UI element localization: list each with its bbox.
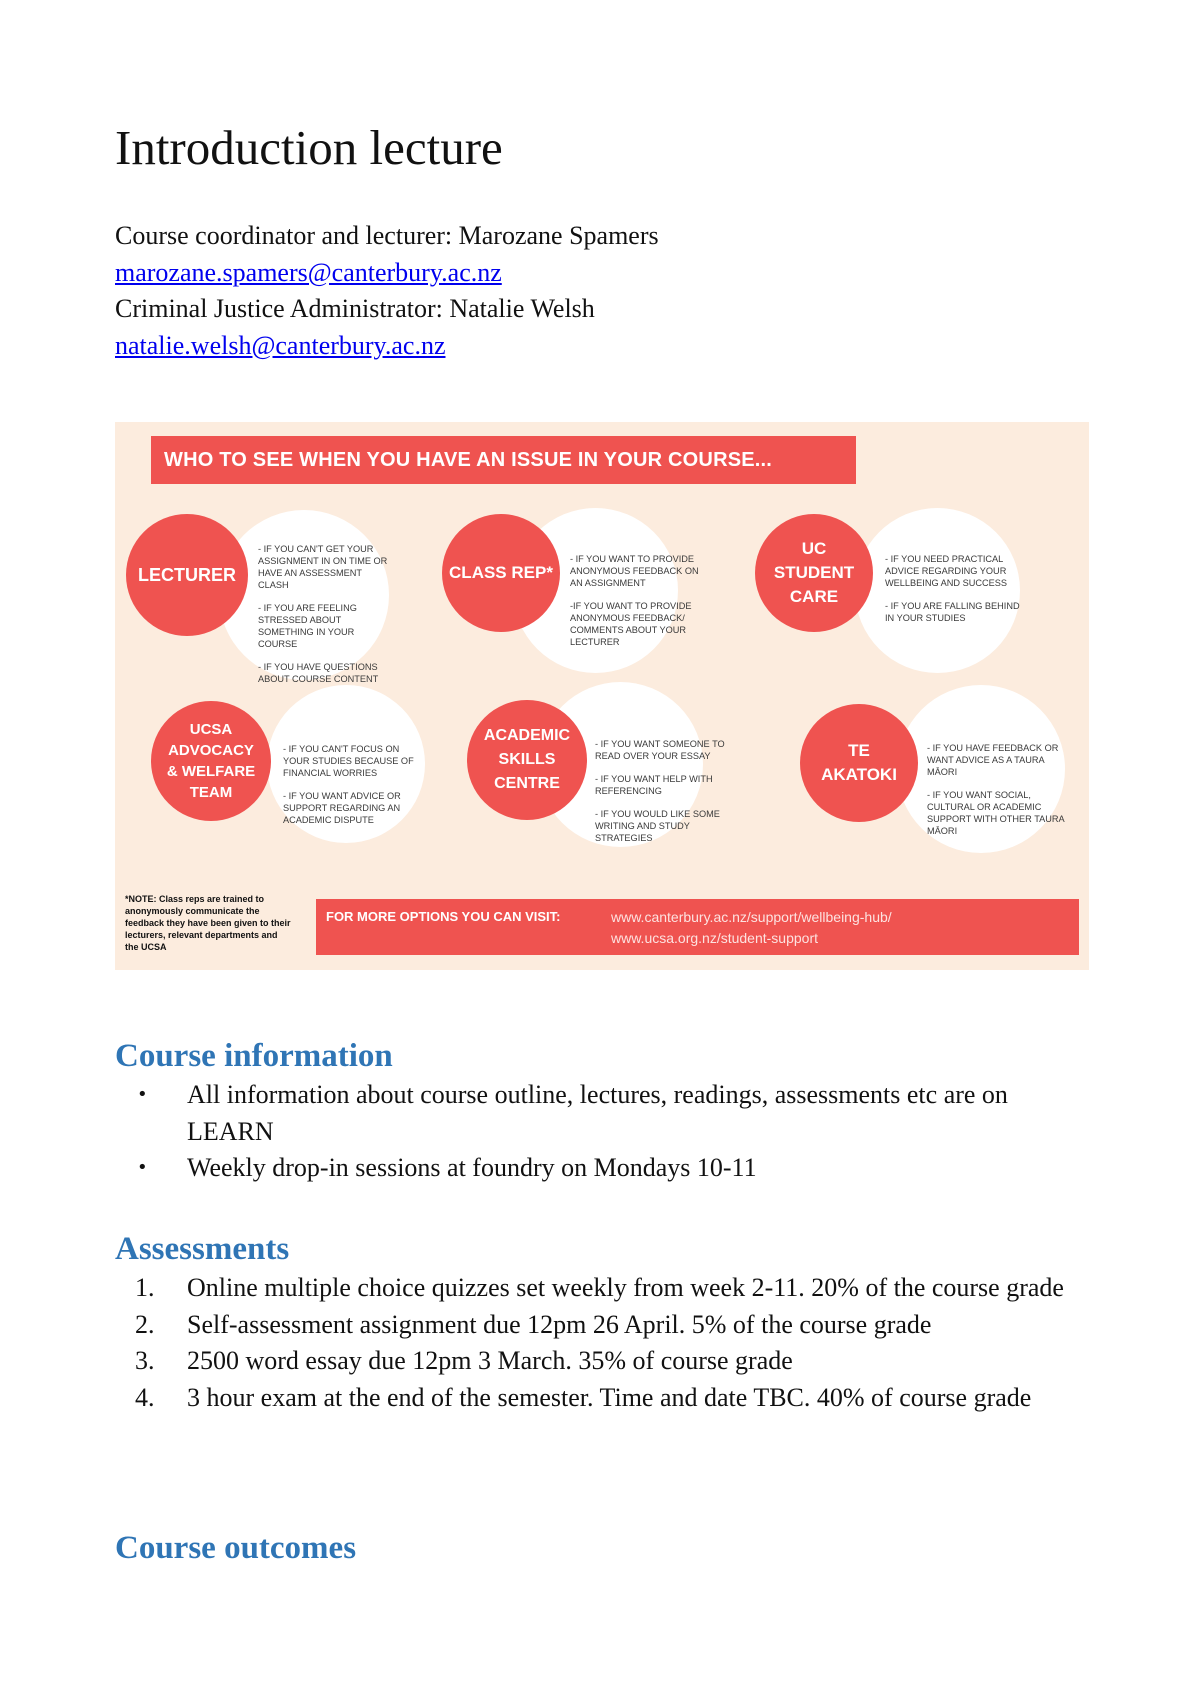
ucsa-item: - IF YOU CAN'T FOCUS ON YOUR STUDIES BECAUSE OF FINANCIAL WORRIES (283, 744, 414, 778)
bullet-marker: • (137, 1084, 148, 1105)
support-infographic (115, 422, 1089, 970)
contact-block (115, 218, 659, 364)
course-information-heading: Course information (115, 1038, 393, 1074)
list-item-text: All information about course outline, lectures, readings, assessments etc are on LEARN (187, 1080, 1008, 1146)
assessments-heading: Assessments (115, 1231, 290, 1267)
lecturer-description (258, 543, 393, 696)
uc-item: - IF YOU ARE FALLING BEHIND IN YOUR STUDIES (885, 601, 1020, 623)
ucsa-label-line: & WELFARE (166, 763, 256, 780)
list-item (115, 1077, 1095, 1150)
te-item: - IF YOU HAVE FEEDBACK OR WANT ADVICE AS A TAURA MĀORI (927, 743, 1059, 777)
coordinator-email-link[interactable]: marozane.spamers@canterbury.ac.nz (115, 257, 502, 287)
uc-label-line: CARE (789, 587, 839, 606)
list-item (115, 1270, 1095, 1307)
te-akatoki-description (927, 742, 1067, 848)
ucsa-label-line: UCSA (189, 721, 233, 738)
list-item (115, 1380, 1095, 1417)
infographic-banner: WHO TO SEE WHEN YOU HAVE AN ISSUE IN YOUR COURSE... (151, 436, 856, 484)
academic-skills-circle (467, 700, 587, 820)
uc-student-care-circle (755, 514, 873, 632)
lecturer-circle (126, 514, 248, 636)
academic-item: - IF YOU WANT SOMEONE TO READ OVER YOUR ESSAY (595, 739, 725, 761)
academic-label-line: CENTRE (494, 775, 560, 792)
more-options-label: FOR MORE OPTIONS YOU CAN VISIT: (326, 909, 561, 924)
list-item (115, 1150, 1095, 1187)
academic-label-line: ACADEMIC (483, 727, 571, 744)
uc-item: - IF YOU NEED PRACTICAL ADVICE REGARDING YOUR WELLBEING AND SUCCESS (885, 554, 1008, 588)
class-rep-note: *NOTE: Class reps are trained to anonymously communicate the feedback they have been given to their lecturers, relevant departments and the UCSA (125, 894, 291, 952)
coordinator-line: Course coordinator and lecturer: Marozane Spamers (115, 221, 659, 250)
ucsa-support-url: www.ucsa.org.nz/student-support (611, 930, 818, 946)
classrep-circle (442, 514, 560, 632)
course-information-list (115, 1077, 1095, 1187)
course-outcomes-heading: Course outcomes (115, 1530, 357, 1566)
more-options-banner (316, 899, 1079, 955)
classrep-item: -IF YOU WANT TO PROVIDE ANONYMOUS FEEDBACK/ COMMENTS ABOUT YOUR LECTURER (570, 601, 692, 647)
ucsa-label-line: TEAM (189, 784, 233, 801)
academic-skills-description (595, 738, 730, 855)
uc-label-line: UC (801, 539, 827, 558)
list-item-text: Self-assessment assignment due 12pm 26 April. 5% of the course grade (187, 1309, 932, 1339)
academic-label-line: SKILLS (498, 751, 556, 768)
ucsa-description (283, 743, 418, 837)
classrep-label: CLASS REP* (449, 563, 553, 582)
academic-item: - IF YOU WANT HELP WITH REFERENCING (595, 774, 713, 796)
academic-item: - IF YOU WOULD LIKE SOME WRITING AND STUDY STRATEGIES (595, 809, 720, 843)
list-item (115, 1343, 1095, 1380)
te-akatoki-circle (800, 704, 918, 822)
classrep-description (570, 553, 705, 659)
list-item-text: 2500 word essay due 12pm 3 March. 35% of course grade (187, 1346, 793, 1375)
te-label-line: AKATOKI (821, 765, 897, 784)
list-number: 4. (135, 1382, 155, 1412)
ucsa-item: - IF YOU WANT ADVICE OR SUPPORT REGARDING AN ACADEMIC DISPUTE (283, 791, 401, 825)
list-number: 3. (135, 1346, 155, 1375)
lecturer-item: - IF YOU HAVE QUESTIONS ABOUT COURSE CONTENT (258, 662, 379, 684)
list-item-text: Weekly drop-in sessions at foundry on Mondays 10-11 (187, 1153, 757, 1182)
list-item-text: 3 hour exam at the end of the semester. Time and date TBC. 40% of course grade (187, 1382, 1032, 1412)
ucsa-circle (151, 701, 271, 821)
list-item-text: Online multiple choice quizzes set weekly from week 2-11. 20% of the course grade (187, 1273, 1064, 1302)
te-label-line: TE (848, 741, 870, 760)
administrator-line: Criminal Justice Administrator: Natalie Welsh (115, 294, 595, 323)
te-item: - IF YOU WANT SOCIAL, CULTURAL OR ACADEMIC SUPPORT WITH OTHER TAURA MĀORI (927, 790, 1065, 836)
uc-label-line: STUDENT (773, 563, 855, 582)
list-number: 2. (135, 1309, 155, 1339)
list-number: 1. (135, 1273, 155, 1302)
lecturer-label: LECTURER (138, 564, 236, 585)
uc-student-care-description (885, 553, 1020, 635)
administrator-email-link[interactable]: natalie.welsh@canterbury.ac.nz (115, 330, 446, 360)
page-title: Introduction lecture (115, 120, 503, 175)
list-item (115, 1307, 1095, 1344)
wellbeing-hub-url: www.canterbury.ac.nz/support/wellbeing-hub/ (611, 909, 892, 925)
lecturer-item: - IF YOU ARE FEELING STRESSED ABOUT SOMETHING IN YOUR COURSE (258, 603, 357, 649)
bullet-marker: • (137, 1157, 148, 1178)
ucsa-label-line: ADVOCACY (168, 742, 254, 759)
classrep-item: - IF YOU WANT TO PROVIDE ANONYMOUS FEEDBACK ON AN ASSIGNMENT (570, 554, 699, 588)
lecturer-item: - IF YOU CAN'T GET YOUR ASSIGNMENT IN ON TIME OR HAVE AN ASSESSMENT CLASH (258, 544, 388, 590)
assessments-list (115, 1270, 1095, 1416)
